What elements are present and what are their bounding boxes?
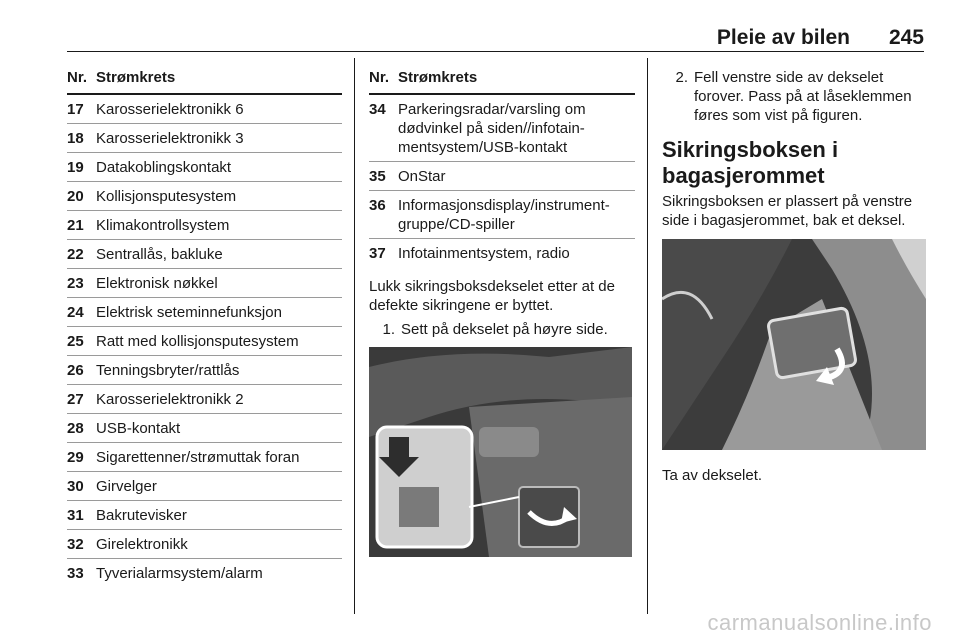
row-nr: 32 <box>67 536 84 553</box>
table-row <box>67 95 342 124</box>
row-nr: 31 <box>67 507 84 524</box>
row-text: Ratt med kollisjonsputesystem <box>96 333 299 350</box>
header-nr: Nr. <box>369 69 390 86</box>
table-row <box>67 211 342 240</box>
row-nr: 26 <box>67 362 84 379</box>
page-title: Pleie av bilen <box>716 26 850 49</box>
row-text: Karosserielektronikk 2 <box>96 391 244 408</box>
row-nr: 34 <box>369 101 386 118</box>
column-divider-right <box>647 58 648 614</box>
row-nr: 28 <box>67 420 84 437</box>
row-nr: 27 <box>67 391 84 408</box>
step-text: Fell venstre side av dekselet forover. Pass på at låseklemmen føres som vist på figuren. <box>694 69 912 124</box>
row-nr: 22 <box>67 246 84 263</box>
header-divider <box>67 51 924 52</box>
row-nr: 25 <box>67 333 84 350</box>
row-text: Parkeringsradar/varsling om dødvinkel på siden//infotain-mentsystem/USB-kontakt <box>398 101 586 156</box>
header-circuit: Strømkrets <box>398 69 478 86</box>
step-number: 1. <box>382 321 395 338</box>
row-text: Datakoblingskontakt <box>96 159 232 176</box>
step-text: Sett på dekselet på høyre side. <box>401 321 608 338</box>
fuse-table-left <box>67 58 342 587</box>
row-nr: 29 <box>67 449 84 466</box>
row-text: Kollisjonsputesystem <box>96 188 237 205</box>
row-nr: 19 <box>67 159 84 176</box>
row-text: Karosserielektronikk 3 <box>96 130 244 147</box>
row-nr: 24 <box>67 304 84 321</box>
table-row <box>67 356 342 385</box>
row-nr: 35 <box>369 168 386 185</box>
table-row <box>369 191 635 239</box>
row-text: OnStar <box>398 168 446 185</box>
trunk-fuse-box-illustration <box>662 239 926 450</box>
table-row <box>369 95 635 162</box>
table-row <box>67 559 342 587</box>
row-nr: 17 <box>67 101 84 118</box>
row-text: Tenningsbryter/rattlås <box>96 362 240 379</box>
row-nr: 23 <box>67 275 84 292</box>
right-column <box>662 58 928 485</box>
row-nr: 18 <box>67 130 84 147</box>
step-1 <box>369 320 635 339</box>
table-row <box>67 327 342 356</box>
row-text: Informasjonsdisplay/instrument-gruppe/CD-spiller <box>398 197 610 233</box>
row-text: Elektrisk seteminnefunksjon <box>96 304 282 321</box>
row-text: Sigarettenner/strømuttak foran <box>96 449 300 466</box>
row-text: Elektronisk nøkkel <box>96 275 218 292</box>
table-row <box>67 414 342 443</box>
section-heading: Sikringsboksen i bagasjerommet <box>662 137 839 188</box>
table-row <box>67 182 342 211</box>
table-row <box>67 530 342 559</box>
site-watermark: carmanualsonline.info <box>707 610 932 635</box>
page-number: 245 <box>888 26 924 49</box>
table-row <box>67 443 342 472</box>
row-nr: 36 <box>369 197 386 214</box>
trunk-illustration-svg <box>662 239 926 450</box>
section-paragraph: Sikringsboksen er plassert på venstre side i bagasjerommet, bak et deksel. <box>662 193 913 229</box>
table-header <box>67 58 342 95</box>
row-text: Girelektronikk <box>96 536 188 553</box>
header-circuit: Strømkrets <box>96 69 176 86</box>
row-text: Bakrutevisker <box>96 507 187 524</box>
image-caption: Ta av dekselet. <box>662 467 763 484</box>
step-2 <box>662 68 928 125</box>
table-row <box>67 269 342 298</box>
table-row <box>67 124 342 153</box>
row-nr: 20 <box>67 188 84 205</box>
row-text: Klimakontrollsystem <box>96 217 230 234</box>
row-nr: 21 <box>67 217 84 234</box>
fuse-cover-dashboard-illustration <box>369 347 632 557</box>
table-row <box>67 240 342 269</box>
row-text: Girvelger <box>96 478 157 495</box>
row-text: Tyverialarmsystem/alarm <box>96 565 263 582</box>
table-row <box>67 153 342 182</box>
header-nr: Nr. <box>67 69 88 86</box>
table-row <box>369 162 635 191</box>
table-row <box>67 472 342 501</box>
table-row <box>67 298 342 327</box>
table-row <box>67 501 342 530</box>
table-row <box>369 239 635 267</box>
row-text: Sentrallås, bakluke <box>96 246 223 263</box>
row-text: Infotainmentsystem, radio <box>398 245 570 262</box>
table-row <box>67 385 342 414</box>
step-number: 2. <box>675 69 688 86</box>
row-nr: 37 <box>369 245 386 262</box>
row-nr: 33 <box>67 565 84 582</box>
instruction-paragraph: Lukk sikringsboksdekselet etter at de defekte sikringene er byttet. <box>369 278 615 314</box>
fuse-table-middle <box>369 95 635 267</box>
row-text: Karosserielektronikk 6 <box>96 101 244 118</box>
row-text: USB-kontakt <box>96 420 181 437</box>
table-header <box>369 58 635 95</box>
fuse-table-middle-column <box>369 58 635 557</box>
row-nr: 30 <box>67 478 84 495</box>
dashboard-illustration-svg <box>369 347 632 557</box>
column-divider-left <box>354 58 355 614</box>
